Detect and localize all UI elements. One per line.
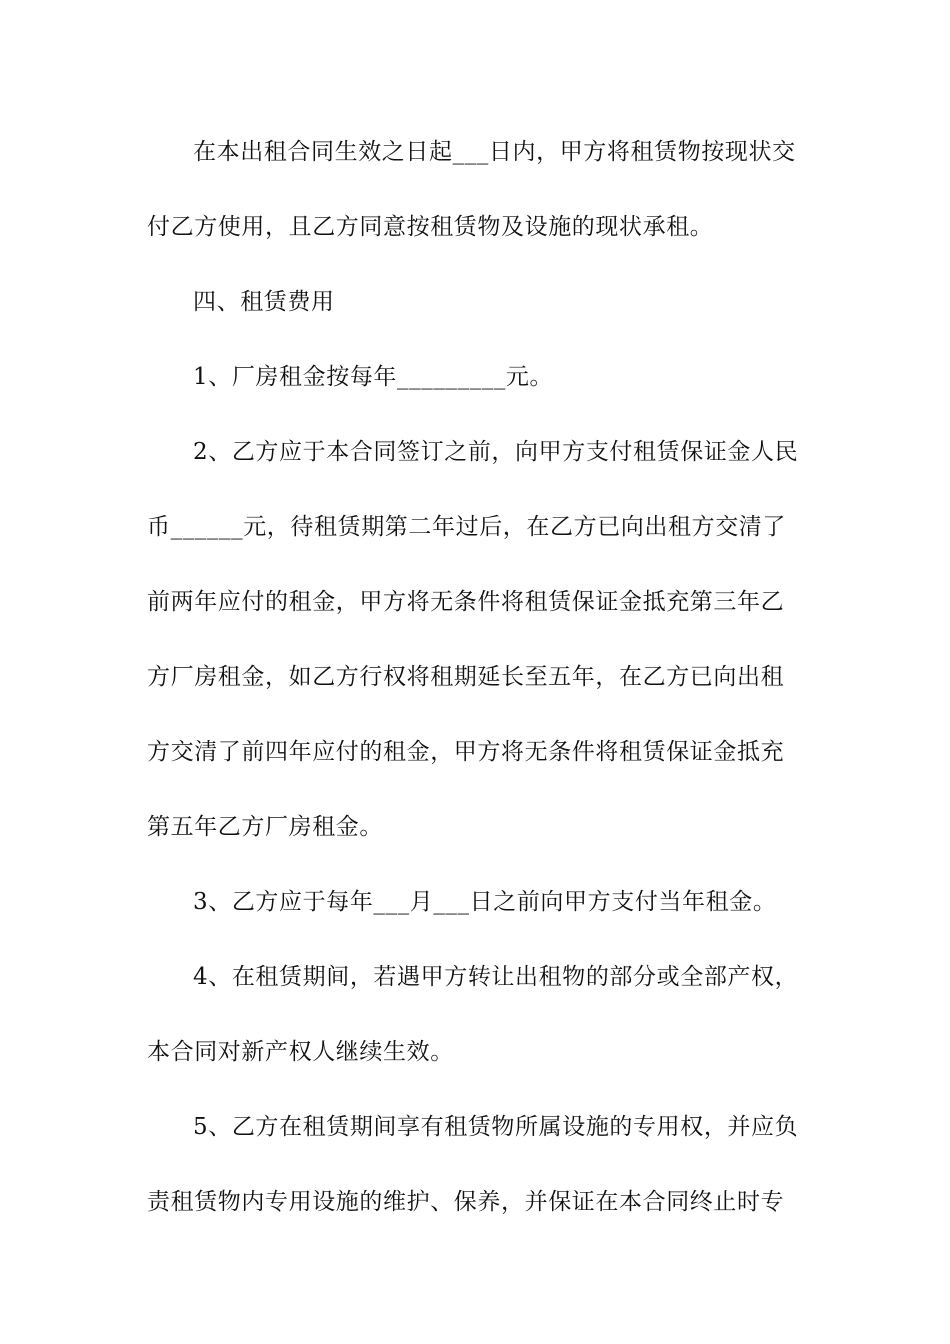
clause-1-line-1: 1、厂房租金按每年_________元。 <box>193 364 554 390</box>
clause-5-line-2: 责租赁物内专用设施的维护、保养，并保证在本合同终止时专 <box>147 1189 785 1215</box>
clause-4-line-2: 本合同对新产权人继续生效。 <box>147 1039 454 1065</box>
clause-2-line-2: 币______元，待租赁期第二年过后，在乙方已向出租方交清了 <box>147 514 786 540</box>
paragraph-delivery-line-2: 付乙方使用，且乙方同意按租赁物及设施的现状承租。 <box>147 214 714 240</box>
section-heading-rental-fees: 四、租赁费用 <box>193 289 335 315</box>
clause-2-line-4: 方厂房租金，如乙方行权将租期延长至五年，在乙方已向出租 <box>147 664 785 690</box>
clause-2-line-1: 2、乙方应于本合同签订之前，向甲方支付租赁保证金人民 <box>193 439 799 465</box>
clause-2-line-6: 第五年乙方厂房租金。 <box>147 814 383 840</box>
paragraph-delivery-line-1: 在本出租合同生效之日起___日内，甲方将租赁物按现状交 <box>193 139 796 165</box>
clause-3-line-1: 3、乙方应于每年___月___日之前向甲方支付当年租金。 <box>193 889 777 915</box>
clause-2-line-5: 方交清了前四年应付的租金，甲方将无条件将租赁保证金抵充 <box>147 739 785 765</box>
clause-4-line-1: 4、在租赁期间，若遇甲方转让出租物的部分或全部产权， <box>193 964 799 990</box>
clause-5-line-1: 5、乙方在租赁期间享有租赁物所属设施的专用权，并应负 <box>193 1114 799 1140</box>
clause-2-line-3: 前两年应付的租金，甲方将无条件将租赁保证金抵充第三年乙 <box>147 589 785 615</box>
